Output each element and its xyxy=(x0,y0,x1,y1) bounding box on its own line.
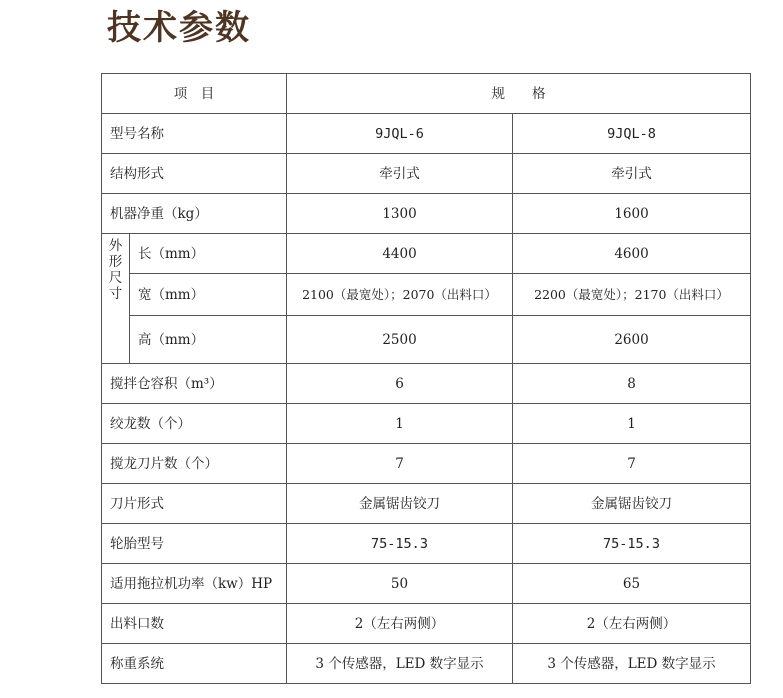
value-9jql8: 2200（最宽处）；2170（出料口） xyxy=(513,274,751,316)
value-9jql6: 2100（最宽处）；2070（出料口） xyxy=(287,274,513,316)
table-row xyxy=(102,524,751,564)
row-label: 轮胎型号 xyxy=(102,524,287,564)
row-label: 长（mm） xyxy=(130,234,287,274)
value-9jql8: 75-15.3 xyxy=(513,524,751,564)
value-9jql8: 2（左右两侧） xyxy=(513,604,751,644)
dims-group-char: 外 xyxy=(108,238,123,254)
page-title: 技术参数 xyxy=(107,8,251,48)
table-row-dim-width xyxy=(102,274,751,316)
row-label: 搅拌仓容积（m³） xyxy=(102,364,287,404)
row-label: 适用拖拉机功率（kw）HP xyxy=(102,564,287,604)
header-item: 项 目 xyxy=(102,74,287,114)
value-9jql6: 75-15.3 xyxy=(287,524,513,564)
value-9jql6: 3 个传感器，LED 数字显示 xyxy=(287,644,513,684)
table-row xyxy=(102,194,751,234)
table-row xyxy=(102,604,751,644)
row-label: 宽（mm） xyxy=(130,274,287,316)
value-9jql8: 65 xyxy=(513,564,751,604)
table-row xyxy=(102,444,751,484)
row-label: 高（mm） xyxy=(130,316,287,364)
value-9jql6: 1 xyxy=(287,404,513,444)
row-label: 结构形式 xyxy=(102,154,287,194)
table-row xyxy=(102,364,751,404)
table-row xyxy=(102,484,751,524)
value-9jql8: 9JQL-8 xyxy=(513,114,751,154)
spec-table xyxy=(101,73,751,684)
row-label: 搅龙刀片数（个） xyxy=(102,444,287,484)
dims-group-char: 形 xyxy=(108,254,123,270)
value-9jql8: 3 个传感器，LED 数字显示 xyxy=(513,644,751,684)
value-9jql8: 金属锯齿铰刀 xyxy=(513,484,751,524)
table-row xyxy=(102,154,751,194)
value-9jql6: 50 xyxy=(287,564,513,604)
value-9jql6: 6 xyxy=(287,364,513,404)
value-9jql6: 4400 xyxy=(287,234,513,274)
value-9jql6: 2（左右两侧） xyxy=(287,604,513,644)
dims-group-char: 寸 xyxy=(108,286,123,302)
row-label: 型号名称 xyxy=(102,114,287,154)
table-row xyxy=(102,644,751,684)
value-9jql6: 2500 xyxy=(287,316,513,364)
value-9jql8: 7 xyxy=(513,444,751,484)
row-label: 刀片形式 xyxy=(102,484,287,524)
dims-group-label xyxy=(102,234,130,364)
table-row-dim-length xyxy=(102,234,751,274)
value-9jql6: 金属锯齿铰刀 xyxy=(287,484,513,524)
value-9jql6: 牵引式 xyxy=(287,154,513,194)
value-9jql8: 8 xyxy=(513,364,751,404)
value-9jql8: 4600 xyxy=(513,234,751,274)
value-9jql8: 1 xyxy=(513,404,751,444)
table-row xyxy=(102,404,751,444)
table-row xyxy=(102,114,751,154)
row-label: 出料口数 xyxy=(102,604,287,644)
row-label: 绞龙数（个） xyxy=(102,404,287,444)
header-spec: 规 格 xyxy=(287,74,751,114)
value-9jql6: 7 xyxy=(287,444,513,484)
row-label: 称重系统 xyxy=(102,644,287,684)
table-row-dim-height xyxy=(102,316,751,364)
value-9jql6: 1300 xyxy=(287,194,513,234)
dims-group-char: 尺 xyxy=(108,270,123,286)
value-9jql8: 牵引式 xyxy=(513,154,751,194)
value-9jql6: 9JQL-6 xyxy=(287,114,513,154)
value-9jql8: 2600 xyxy=(513,316,751,364)
table-header-row xyxy=(102,74,751,114)
table-row xyxy=(102,564,751,604)
value-9jql8: 1600 xyxy=(513,194,751,234)
row-label: 机器净重（kg） xyxy=(102,194,287,234)
